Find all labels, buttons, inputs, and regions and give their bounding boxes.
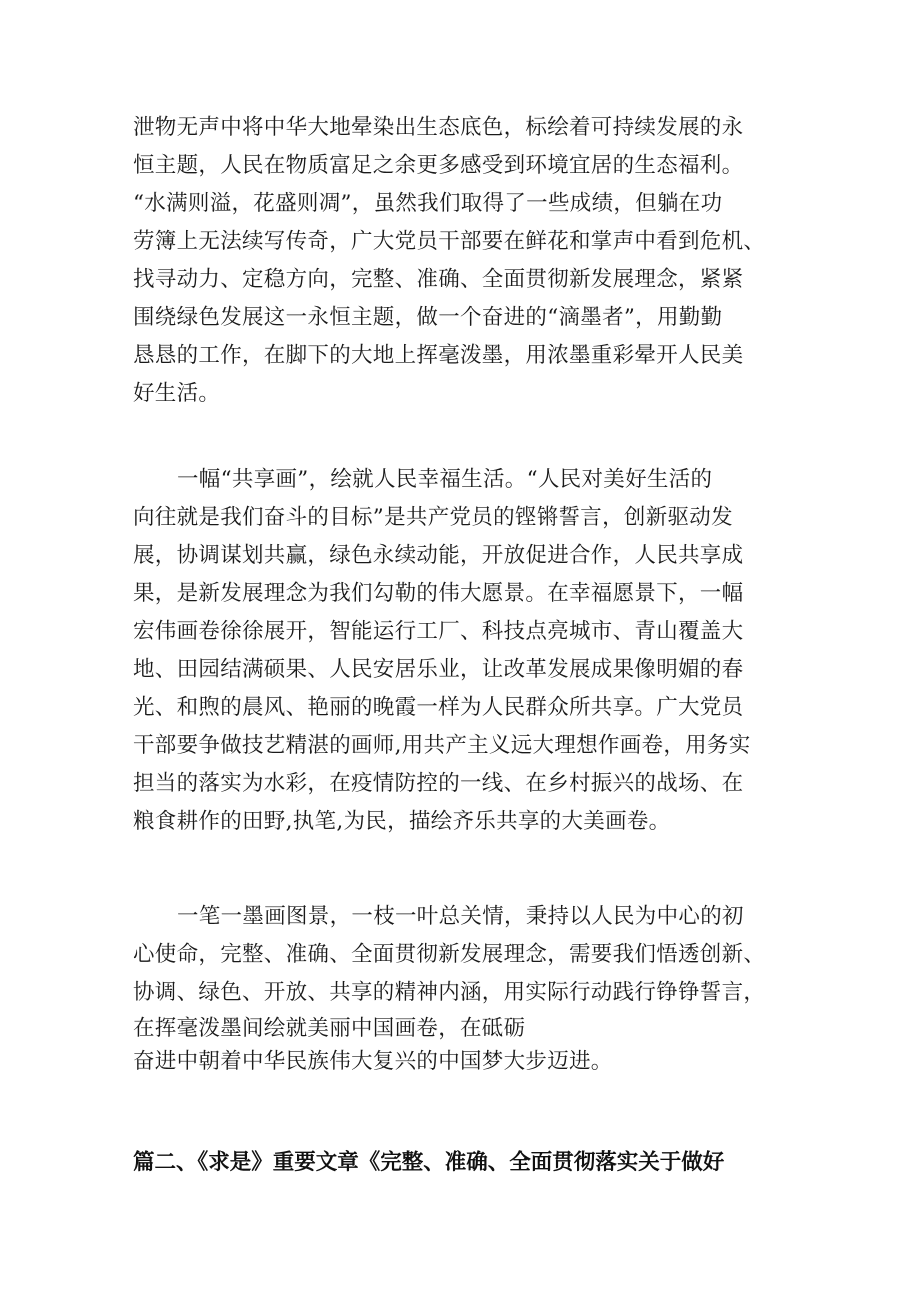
paragraph-conclusion — [133, 898, 793, 1078]
text-line: 粮食耕作的田野,执笔,为民，描绘齐乐共享的大美画卷。 — [133, 809, 671, 834]
text-line: 心使命，完整、准确、全面贯彻新发展理念，需要我们悟透创新、 — [133, 942, 766, 967]
text-line: 地、田园结满硕果、人民安居乐业，让改革发展成果像明媚的春 — [133, 657, 744, 682]
text-line: 找寻动力、定稳方向，完整、准确、全面贯彻新发展理念，紧紧 — [133, 267, 744, 292]
text-line: “水满则溢，花盛则凋”，虽然我们取得了一些成绩，但躺在功 — [133, 191, 723, 216]
text-line: 展，协调谋划共赢，绿色永续动能，开放促进合作，人民共享成 — [133, 543, 744, 568]
text-line: 协调、绿色、开放、共享的精神内涵，用实际行动践行铮铮誓言， — [133, 980, 766, 1005]
text-line: 果，是新发展理念为我们勾勒的伟大愿景。在幸福愿景下，一幅 — [133, 581, 744, 606]
text-line: 宏伟画卷徐徐展开，智能运行工厂、科技点亮城市、青山覆盖大 — [133, 619, 744, 644]
text-line: 向往就是我们奋斗的目标”是共产党员的铿锵誓言，创新驱动发 — [133, 505, 733, 530]
text-line: 奋进中朝着中华民族伟大复兴的中国梦大步迈进。 — [133, 1049, 613, 1074]
text-line: 担当的落实为水彩，在疫情防控的一线、在乡村振兴的战场、在 — [133, 771, 744, 796]
text-line: 一笔一墨画图景，一枝一叶总关情，秉持以人民为中心的初 — [177, 904, 744, 929]
text-line: 光、和煦的晨风、艳丽的晚霞一样为人民群众所共享。广大党员 — [133, 695, 744, 720]
text-line: 泄物无声中将中华大地晕染出生态底色，标绘着可持续发展的永 — [133, 115, 744, 140]
text-line: 恳恳的工作，在脚下的大地上挥毫泼墨，用浓墨重彩晕开人民美 — [133, 343, 744, 368]
paragraph-ecology — [133, 109, 793, 413]
text-line: 围绕绿色发展这一永恒主题，做一个奋进的“滴墨者”，用勤勤 — [133, 305, 723, 330]
section-heading: 篇二、《求是》重要文章《完整、准确、全面贯彻落实关于做好 — [133, 1150, 725, 1175]
text-line: 一幅“共享画”，绘就人民幸福生活。“人民对美好生活的 — [177, 467, 713, 492]
text-line: 劳簿上无法续写传奇，广大党员干部要在鲜花和掌声中看到危机、 — [133, 229, 766, 254]
text-line: 恒主题，人民在物质富足之余更多感受到环境宜居的生态福利。 — [133, 153, 744, 178]
text-line: 在挥毫泼墨间绘就美丽中国画卷，在砥砺 — [133, 1016, 526, 1041]
paragraph-sharing — [133, 461, 793, 841]
text-line: 好生活。 — [133, 381, 221, 406]
text-line: 干部要争做技艺精湛的画师,用共产主义远大理想作画卷，用务实 — [133, 733, 751, 758]
